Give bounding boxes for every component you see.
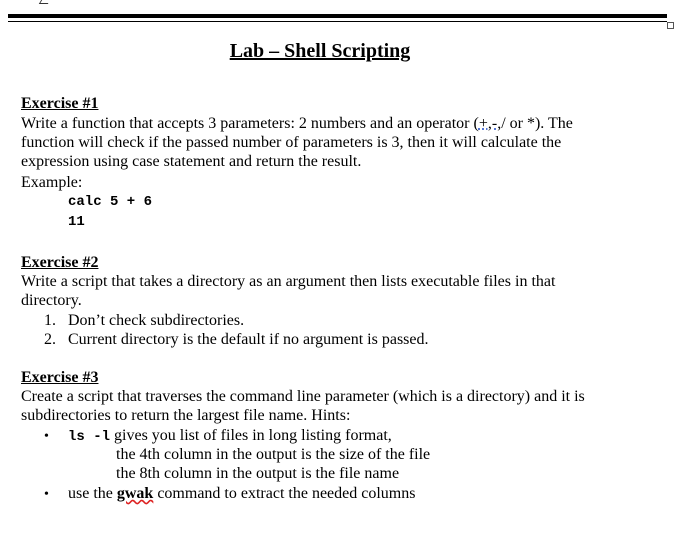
gwak-command: gwak bbox=[116, 485, 154, 502]
hint-1 bbox=[68, 426, 392, 447]
exercise-1-line-1-pre: Write a function that accepts 3 parameters: 2 numbers and an operator ( bbox=[21, 115, 479, 132]
exercise-2-heading: Exercise #2 bbox=[21, 254, 99, 271]
example-label: Example: bbox=[21, 174, 83, 191]
top-page-mark bbox=[39, 0, 50, 4]
exercise-1-line-3: expression using case statement and return the result. bbox=[21, 153, 362, 170]
page-title: Lab – Shell Scripting bbox=[229, 40, 411, 62]
resize-handle[interactable] bbox=[667, 22, 674, 29]
exercise-2-line-1: Write a script that takes a directory as an argument then lists executable files in that bbox=[21, 273, 556, 290]
exercise-1-heading: Exercise #1 bbox=[21, 95, 99, 112]
list-marker: 1. bbox=[44, 312, 56, 329]
header-rule-thin bbox=[8, 21, 667, 22]
example-command: calc 5 + 6 bbox=[68, 194, 153, 210]
exercise-1-line-1 bbox=[21, 114, 573, 133]
operator-list: +,-, bbox=[478, 115, 502, 132]
exercise-2-line-2: directory. bbox=[21, 292, 82, 309]
hint-1-sub-2: the 8th column in the output is the file name bbox=[116, 465, 400, 482]
bullet-marker: • bbox=[44, 429, 49, 444]
header-rule-thick bbox=[8, 14, 667, 18]
list-item: Don’t check subdirectories. bbox=[68, 312, 245, 329]
bullet-marker: • bbox=[44, 487, 49, 502]
exercise-3-line-1: Create a script that traverses the command line parameter (which is a directory) and it is bbox=[21, 388, 585, 405]
ls-command: ls -l bbox=[68, 429, 111, 445]
exercise-1-line-2: function will check if the passed number of parameters is 3, then it will calculate the bbox=[21, 134, 562, 151]
hint-1-sub-1: the 4th column in the output is the size of the file bbox=[116, 446, 431, 463]
hint-2-pre: use the bbox=[68, 485, 117, 502]
example-output: 11 bbox=[68, 214, 85, 230]
list-item: Current directory is the default if no argument is passed. bbox=[68, 331, 429, 348]
exercise-3-heading: Exercise #3 bbox=[21, 369, 99, 386]
exercise-1-line-1-post: / or *). The bbox=[501, 115, 573, 132]
hint-2-post: command to extract the needed columns bbox=[153, 485, 416, 502]
exercise-3-line-2: subdirectories to return the largest file name. Hints: bbox=[21, 407, 351, 424]
list-marker: 2. bbox=[44, 331, 56, 348]
hint-1-text: gives you list of files in long listing format, bbox=[110, 427, 392, 444]
hint-2 bbox=[68, 484, 415, 503]
